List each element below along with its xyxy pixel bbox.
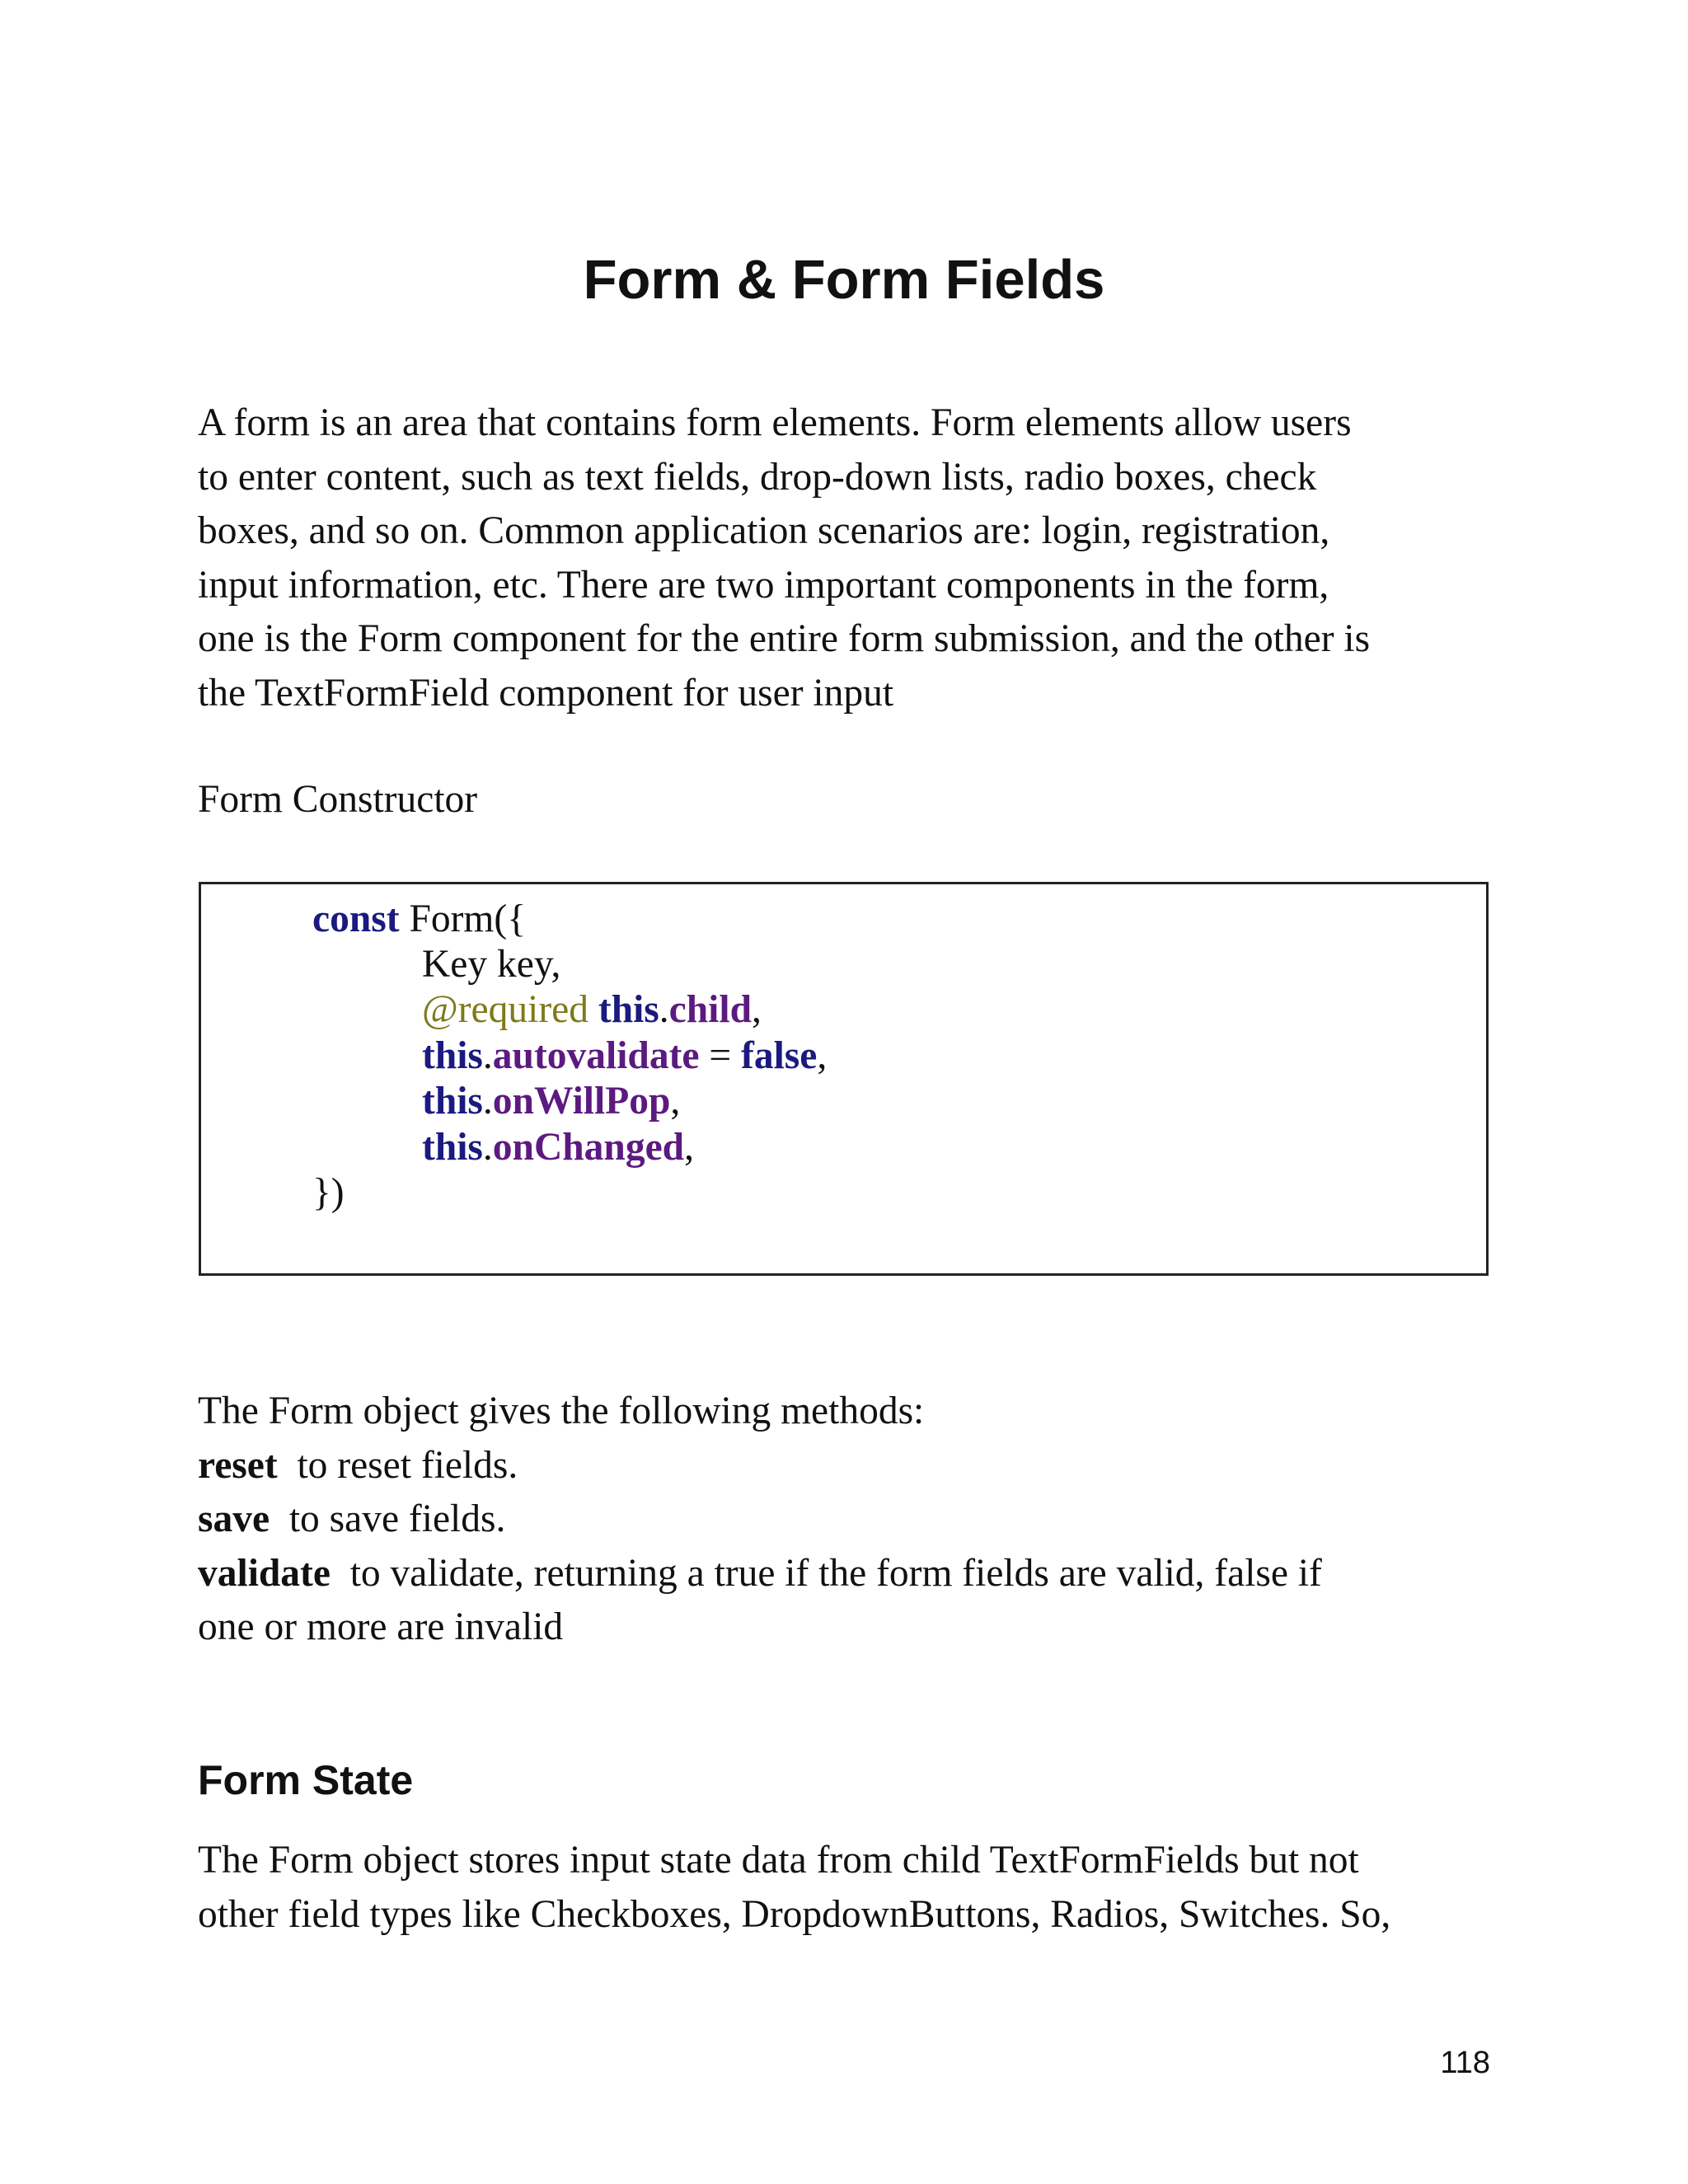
code-annotation: @required (422, 988, 588, 1031)
code-keyword: this (422, 1126, 483, 1169)
method-item (198, 1547, 1500, 1601)
code-text: . (482, 1080, 493, 1122)
code-text: , (751, 988, 762, 1031)
method-continuation: one or more are invalid (198, 1605, 564, 1648)
intro-line: input information, etc. There are two important components in the form, (198, 563, 1329, 607)
code-line-6 (422, 1125, 694, 1171)
page-number: 118 (1440, 2046, 1490, 2080)
code-text: , (670, 1080, 681, 1122)
code-line-7 (312, 1170, 345, 1216)
method-name: save (198, 1497, 270, 1540)
method-name: reset (198, 1443, 278, 1487)
code-line-5 (422, 1079, 680, 1125)
methods-list (198, 1385, 1500, 1655)
constructor-label: Form Constructor (198, 778, 478, 821)
code-property: autovalidate (492, 1034, 700, 1077)
code-text: Form({ (399, 898, 526, 940)
method-description: to validate, returning a true if the form fields are valid, false if (330, 1551, 1322, 1595)
page-title: Form & Form Fields (583, 249, 1105, 311)
intro-line: one is the Form component for the entire form submission, and the other is (198, 617, 1371, 660)
code-text: = (699, 1034, 742, 1077)
code-line-2 (422, 942, 560, 988)
method-item (198, 1493, 1500, 1547)
code-property: child (668, 988, 752, 1031)
method-name: validate (198, 1551, 331, 1595)
intro-line: the TextFormField component for user input (198, 671, 894, 715)
intro-line: A form is an area that contains form elements. Form elements allow users (198, 401, 1352, 444)
code-line-1 (312, 897, 526, 943)
method-item (198, 1439, 1500, 1493)
code-block (199, 882, 1489, 1276)
method-description: to reset fields. (277, 1443, 518, 1487)
code-text: , (684, 1126, 694, 1169)
code-text: , (817, 1034, 828, 1077)
intro-line: boxes, and so on. Common application scenarios are: login, registration, (198, 509, 1330, 552)
code-text: . (482, 1126, 493, 1169)
code-text: }) (312, 1171, 345, 1214)
intro-line: to enter content, such as text fields, drop-down lists, radio boxes, check (198, 455, 1317, 499)
state-line: The Form object stores input state data from child TextFormFields but not (198, 1839, 1359, 1882)
section-heading: Form State (198, 1757, 414, 1803)
code-line-3 (422, 987, 762, 1033)
code-text: Key key, (422, 943, 561, 986)
code-keyword: this (598, 988, 659, 1031)
method-description: to save fields. (270, 1497, 506, 1540)
code-keyword: const (312, 898, 400, 940)
code-text: . (482, 1034, 493, 1077)
code-property: onWillPop (492, 1080, 671, 1122)
code-keyword: this (422, 1080, 483, 1122)
code-keyword: this (422, 1034, 483, 1077)
intro-paragraph (198, 396, 1500, 720)
code-keyword: false (741, 1034, 818, 1077)
code-property: onChanged (492, 1126, 685, 1169)
code-text: . (659, 988, 669, 1031)
state-line: other field types like Checkboxes, DropdownButtons, Radios, Switches. So, (198, 1892, 1391, 1936)
code-line-4 (422, 1033, 827, 1080)
form-state-paragraph (198, 1834, 1500, 1942)
methods-intro: The Form object gives the following methods: (198, 1390, 925, 1432)
